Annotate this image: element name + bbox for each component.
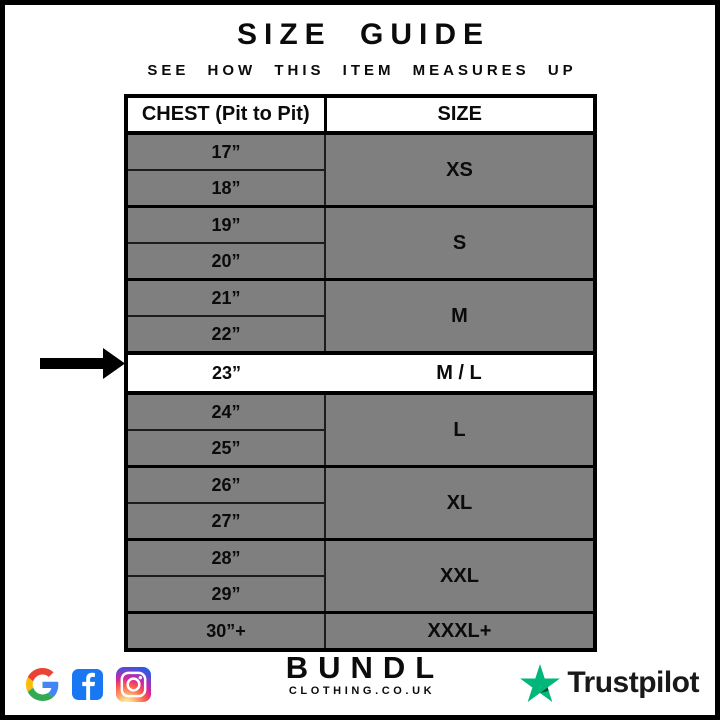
trustpilot-logo[interactable] [520,664,699,702]
chest-measurement-cell: 30”+ [126,613,325,651]
chest-measurement-cell: 27” [126,503,325,540]
size-row [126,280,595,317]
page-subtitle: SEE HOW THIS ITEM MEASURES UP [147,62,577,79]
chest-measurement-cell: 24” [126,393,325,430]
size-label-cell: L [325,393,595,467]
size-row [126,540,595,577]
size-row [126,613,595,651]
chest-measurement-cell: 29” [126,576,325,613]
chest-measurement-cell: 28” [126,540,325,577]
highlight-arrow-icon [40,348,125,379]
size-label-cell: XXXL+ [325,613,595,651]
column-header-chest: CHEST (Pit to Pit) [126,96,325,133]
brand-name: BUNDL [285,650,445,685]
chest-measurement-cell: 26” [126,467,325,504]
chest-measurement-cell: 18” [126,170,325,207]
size-table-body [126,133,595,650]
trustpilot-star-icon [520,664,560,702]
column-header-size: SIZE [325,96,595,133]
size-table [124,94,597,652]
chest-measurement-cell: 21” [126,280,325,317]
size-row [126,393,595,430]
page-title: SIZE GUIDE [236,18,491,51]
chest-measurement-cell: 22” [126,316,325,353]
size-table-header-row [126,96,595,133]
chest-measurement-cell: 25” [126,430,325,467]
size-row [126,133,595,170]
chest-measurement-cell: 23” [126,353,325,393]
size-label-cell: XS [325,133,595,207]
size-label-cell: S [325,207,595,280]
size-row [126,467,595,504]
chest-measurement-cell: 20” [126,243,325,280]
brand-tagline: CLOTHING.CO.UK [288,685,436,697]
size-label-cell: XXL [325,540,595,613]
size-label-cell: XL [325,467,595,540]
size-label-cell: M [325,280,595,354]
trustpilot-label: Trustpilot [567,666,699,699]
chest-measurement-cell: 17” [126,133,325,170]
chest-measurement-cell: 19” [126,207,325,244]
size-row [126,207,595,244]
size-row-highlighted [126,353,595,393]
size-label-cell: M / L [325,353,595,393]
